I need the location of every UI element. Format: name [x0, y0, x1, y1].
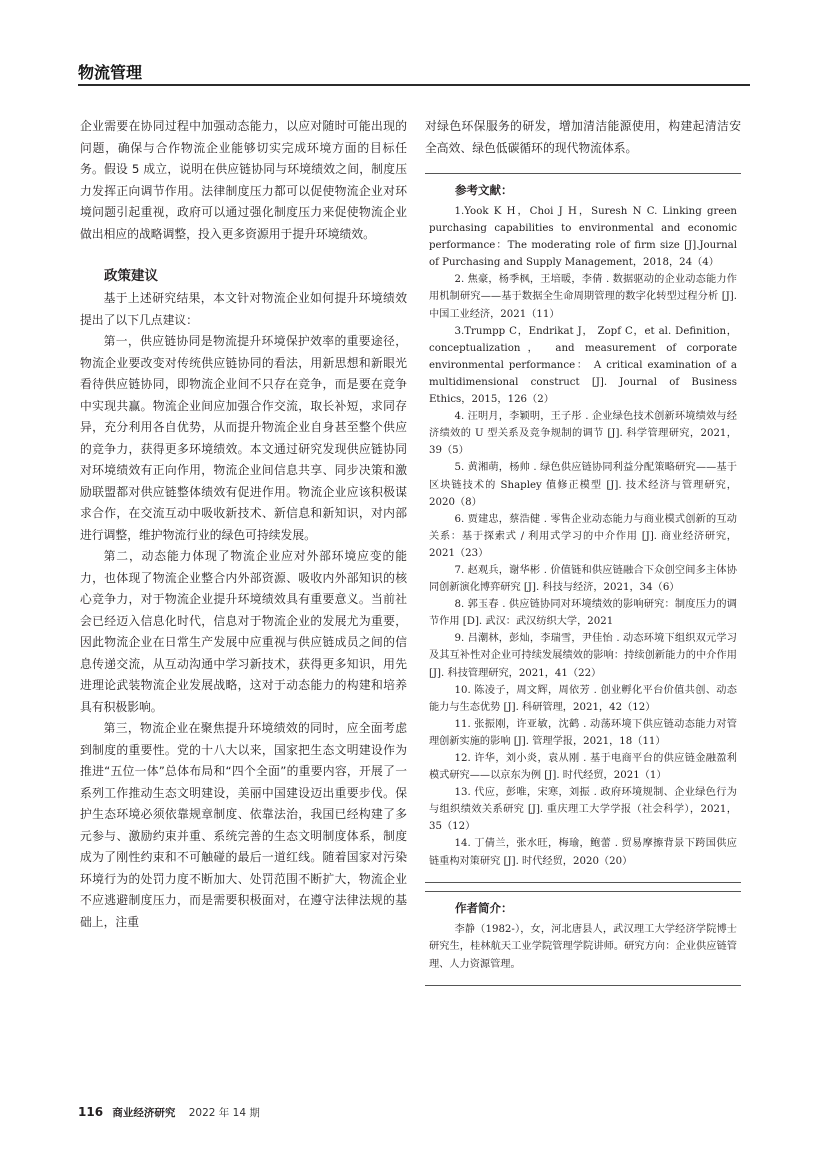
reference-item: 9. 吕潮林，彭灿，李瑞雪，尹佳怡 . 动态环境下组织双元学习及其互补性对企业可持续发展绩效的影响：持续创新能力的中介作用 [J]. 科技管理研究，2021，41（22）	[429, 633, 737, 679]
reference-item: 1.Yook K H，Choi J H，Suresh N C. Linking green purchasing capabilities to environmental and economic performance：The moderating role of firm size [J].Journal of Purchasing and Supply Management，2018，24（4）	[429, 206, 737, 269]
author-heading: 作者简介：	[455, 900, 513, 915]
author-bio: 李静（1982-），女，河北唐县人，武汉理工大学经济学院博士研究生，桂林航天工业学院管理学院讲师。研究方向：企业供应链管理、人力资源管理。	[429, 923, 737, 970]
reference-item: 10. 陈凌子，周文辉，周依芳 . 创业孵化平台价值共创、动态能力与生态优势 [J]. 科研管理，2021，42（12）	[429, 684, 737, 713]
reference-item: 14. 丁倩兰，张水旺，梅瑜，鲍蕾 . 贸易摩擦背景下跨国供应链重构对策研究 [J]. 时代经贸，2020（20）	[429, 838, 737, 867]
reference-item: 8. 郭玉春 . 供应链协同对环境绩效的影响研究：制度压力的调节作用 [D]. 武汉：武汉纺织大学，2021	[429, 599, 737, 628]
journal-name: 商业经济研究	[112, 1107, 176, 1119]
reference-item: 12. 许华，刘小炎，袁从刚 . 基于电商平台的供应链金融盈利模式研究——以京东为例 [J]. 时代经贸，2021（1）	[429, 753, 737, 782]
section-heading: 政策建议	[104, 268, 158, 284]
reference-item: 5. 黄湘萌，杨帅 . 绿色供应链协同利益分配策略研究——基于区块链技术的 Shapley 值修正模型 [J]. 技术经济与管理研究，2020（8）	[429, 462, 737, 508]
references-heading: 参考文献：	[455, 183, 513, 197]
reference-item: 6. 贾建忠，蔡浩健 . 零售企业动态能力与商业模式创新的互动关系：基于探索式 / 利用式学习的中介作用 [J]. 商业经济研究，2021（23）	[429, 513, 737, 559]
body-paragraph: 第一，供应链协同是物流提升环境保护效率的重要途径，物流企业要改变对传统供应链协同的看法，用新思想和新眼光看待供应链协同，即物流企业间不只存在竞争，而是要在竞争中实现共赢。物流企业间应加强合作交流，取长补短，求同存异，充分利用各自优势，从而提升物流企业自身甚至整个供应的竞争力，获得更多环境绩效。本文通过研究发现供应链协同对环境绩效有正向作用，物流企业间信息共享、同步决策和激励联盟都对供应链整体绩效有促进作用。物流企业应该积极谋求合作，在交流互动中吸收新技术、新信息和新知识，对内部进行调整，维护物流行业的绿色可持续发展。	[80, 334, 407, 542]
author-box	[425, 891, 741, 987]
references-box	[425, 173, 741, 883]
section-title: 物流管理	[78, 63, 143, 82]
right-column	[425, 116, 741, 986]
reference-item: 2. 焦豪，杨季枫，王培暖，李倩 . 数据驱动的企业动态能力作用机制研究——基于数据全生命周期管理的数字化转型过程分析 [J]. 中国工业经济，2021（11）	[429, 274, 737, 320]
reference-item: 3.Trumpp C，Endrikat J， Zopf C，et al. Definition，conceptualization， and measurement of corporate environmental performance： A critical examination of a multidimensional construct [J]. Journal of Business Ethics，2015，126（2）	[429, 325, 737, 406]
issue-label: 2022 年 14 期	[188, 1107, 260, 1119]
left-column	[80, 116, 407, 933]
body-paragraph: 第二，动态能力体现了物流企业应对外部环境应变的能力，也体现了物流企业整合内外部资源、吸收内外部知识的核心竞争力，对于物流企业提升环境绩效具有重要意义。当前社会已经迈入信息化时代，信息对于物流企业的发展尤为重要，因此物流企业在日常生产发展中应重视与供应链成员之间的信息传递交流，从互动沟通中学习新技术，获得更多知识，用先进理论武装物流企业发展战略，这对于动态能力的构建和培养具有积极影响。	[80, 549, 407, 714]
reference-item: 13. 代应，彭唯，宋寒，刘振 . 政府环境规制、企业绿色行为与组织绩效关系研究 [J]. 重庆理工大学学报（社会科学），2021，35（12）	[429, 787, 737, 833]
reference-item: 4. 汪明月，李颖明，王子彤 . 企业绿色技术创新环境绩效与经济绩效的 U 型关系及竞争规制的调节 [J]. 科学管理研究，2021，39（5）	[429, 411, 737, 457]
header-rule	[78, 84, 750, 86]
body-paragraph: 第三，物流企业在聚焦提升环境绩效的同时，应全面考虑到制度的重要性。党的十八大以来，国家把生态文明建设作为推进“五位一体”总体布局和“四个全面”的重要内容，开展了一系列工作推动生态文明建设，美丽中国建设迈出重要步伐。保护生态环境必须依靠规章制度、依靠法治，我国已经构建了多元参与、激励约束并重、系统完善的生态文明制度体系，制度成为了刚性约束和不可触碰的最后一道红线。随着国家对污染环境行为的处罚力度不断加大、处罚范围不断扩大，物流企业不应逃避制度压力，而是需要积极面对，在遵守法律法规的基础上，注重	[80, 721, 407, 929]
page-number: 116	[78, 1105, 104, 1119]
reference-item: 7. 赵观兵，谢华彬 . 价值链和供应链融合下众创空间多主体协同创新演化博弈研究 [J]. 科技与经济，2021，34（6）	[429, 564, 737, 594]
body-paragraph: 基于上述研究结果，本文针对物流企业如何提升环境绩效提出了以下几点建议：	[80, 291, 407, 327]
page-footer	[78, 1105, 260, 1120]
reference-item: 11. 张振刚，许亚敏，沈鹤 . 动荡环境下供应链动态能力对管理创新实施的影响 [J]. 管理学报，2021，18（11）	[429, 718, 737, 747]
body-paragraph-continuation: 对绿色环保服务的研发，增加清洁能源使用，构建起清洁安全高效、绿色低碳循环的现代物流体系。	[425, 119, 741, 155]
body-paragraph: 企业需要在协同过程中加强动态能力，以应对随时可能出现的问题，确保与合作物流企业能够切实完成环境方面的目标任务。假设 5 成立，说明在供应链协同与环境绩效之间，制度压力发挥正向调节作用。法律制度压力都可以促使物流企业对环境问题引起重视，政府可以通过强化制度压力来促使物流企业做出相应的战略调整，投入更多资源用于提升环境绩效。	[80, 119, 407, 241]
